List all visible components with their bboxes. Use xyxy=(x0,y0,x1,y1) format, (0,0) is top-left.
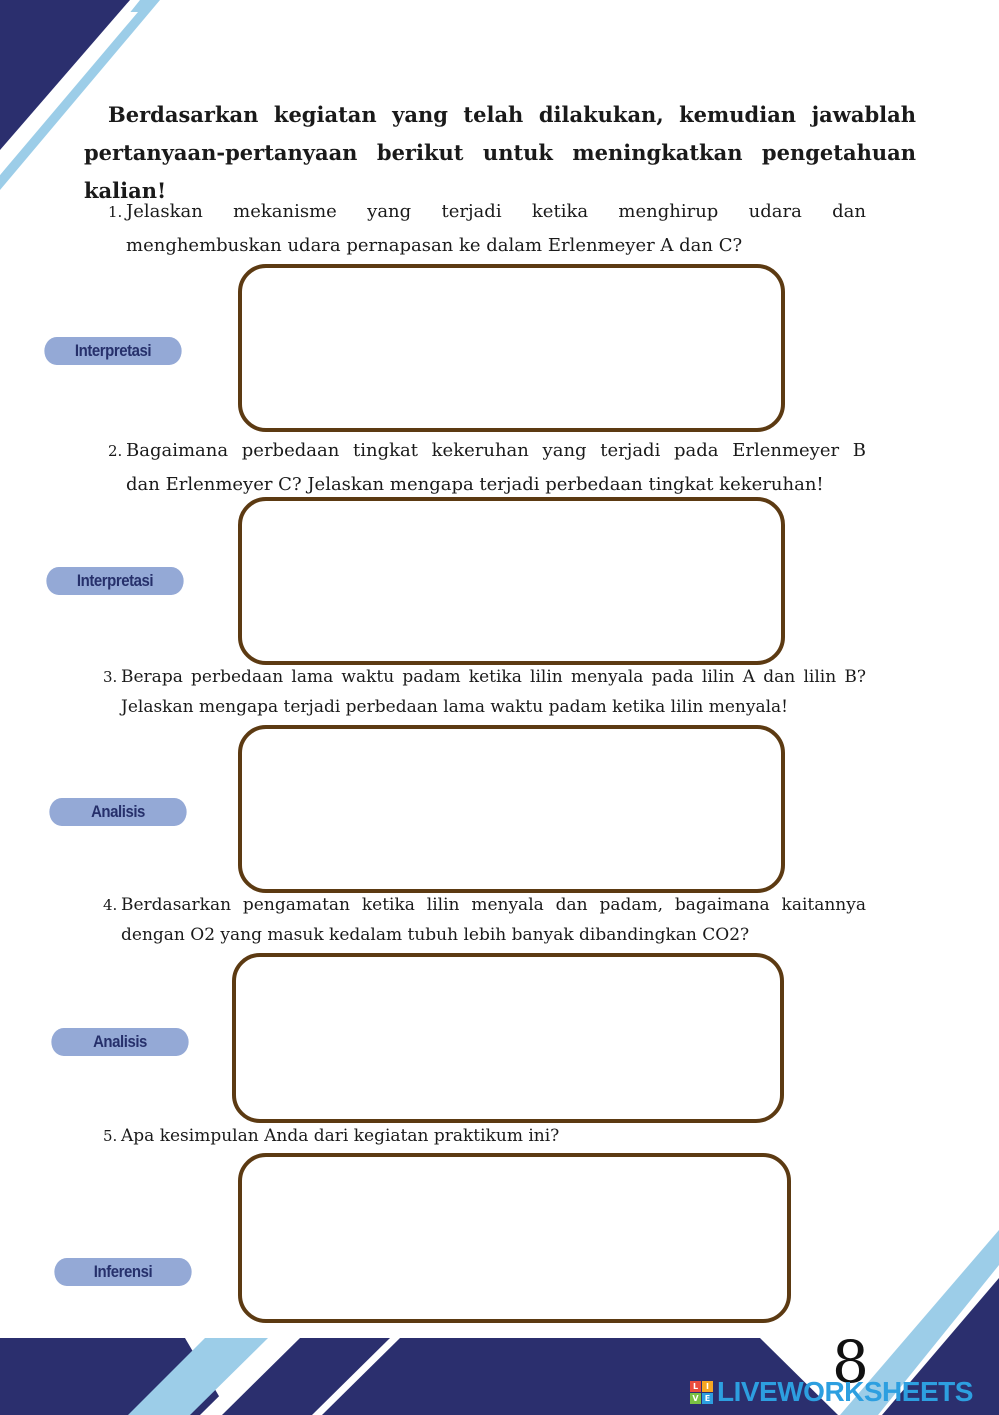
page-number: 8 xyxy=(832,1328,869,1396)
question-number: 3. xyxy=(103,668,118,686)
instruction-heading xyxy=(84,96,916,210)
question-text-line-1: Berapa perbedaan lama waktu padam ketika lilin menyala pada lilin A dan lilin B? xyxy=(121,667,866,687)
liveworksheets-logo-icon: L I V E xyxy=(690,1381,713,1404)
question-number: 5. xyxy=(103,1127,118,1145)
answer-box-5[interactable] xyxy=(238,1153,791,1323)
question-text-line-1: Bagaimana perbedaan tingkat kekeruhan yang terjadi pada Erlenmeyer B xyxy=(126,440,866,461)
skill-tag-5: Inferensi xyxy=(54,1258,191,1286)
liveworksheets-watermark xyxy=(690,1376,973,1408)
question-number: 1. xyxy=(108,203,123,221)
answer-box-3[interactable] xyxy=(238,725,785,893)
question-text-line-1: Apa kesimpulan Anda dari kegiatan praktikum ini? xyxy=(121,1126,560,1146)
question-3 xyxy=(103,662,866,722)
skill-tag-1: Interpretasi xyxy=(44,337,181,365)
question-text-line-2: dan Erlenmeyer C? Jelaskan mengapa terjadi perbedaan tingkat kekeruhan! xyxy=(126,474,824,495)
question-text-line-2: menghembuskan udara pernapasan ke dalam Erlenmeyer A dan C? xyxy=(126,235,743,256)
question-1 xyxy=(108,195,866,263)
question-text-line-1: Jelaskan mekanisme yang terjadi ketika menghirup udara dan xyxy=(126,201,866,222)
skill-tag-2: Interpretasi xyxy=(46,567,183,595)
skill-tag-3: Analisis xyxy=(49,798,186,826)
answer-box-1[interactable] xyxy=(238,264,785,432)
heading-line-2: pertanyaan-pertanyaan berikut untuk meningkatkan pengetahuan kalian! xyxy=(84,140,916,203)
question-2 xyxy=(108,434,866,502)
question-4 xyxy=(103,890,866,950)
skill-tag-4: Analisis xyxy=(51,1028,188,1056)
answer-box-2[interactable] xyxy=(238,497,785,665)
heading-line-1: Berdasarkan kegiatan yang telah dilakukan, kemudian jawablah xyxy=(108,102,916,127)
question-number: 2. xyxy=(108,442,123,460)
watermark-text: LIVEWORKSHEETS xyxy=(717,1376,973,1407)
question-text-line-1: Berdasarkan pengamatan ketika lilin menyala dan padam, bagaimana kaitannya xyxy=(121,895,866,915)
question-text-line-2: Jelaskan mengapa terjadi perbedaan lama waktu padam ketika lilin menyala! xyxy=(121,697,789,717)
question-5 xyxy=(103,1121,866,1151)
question-text-line-2: dengan O2 yang masuk kedalam tubuh lebih banyak dibandingkan CO2? xyxy=(121,925,750,945)
question-number: 4. xyxy=(103,896,118,914)
answer-box-4[interactable] xyxy=(232,953,784,1123)
